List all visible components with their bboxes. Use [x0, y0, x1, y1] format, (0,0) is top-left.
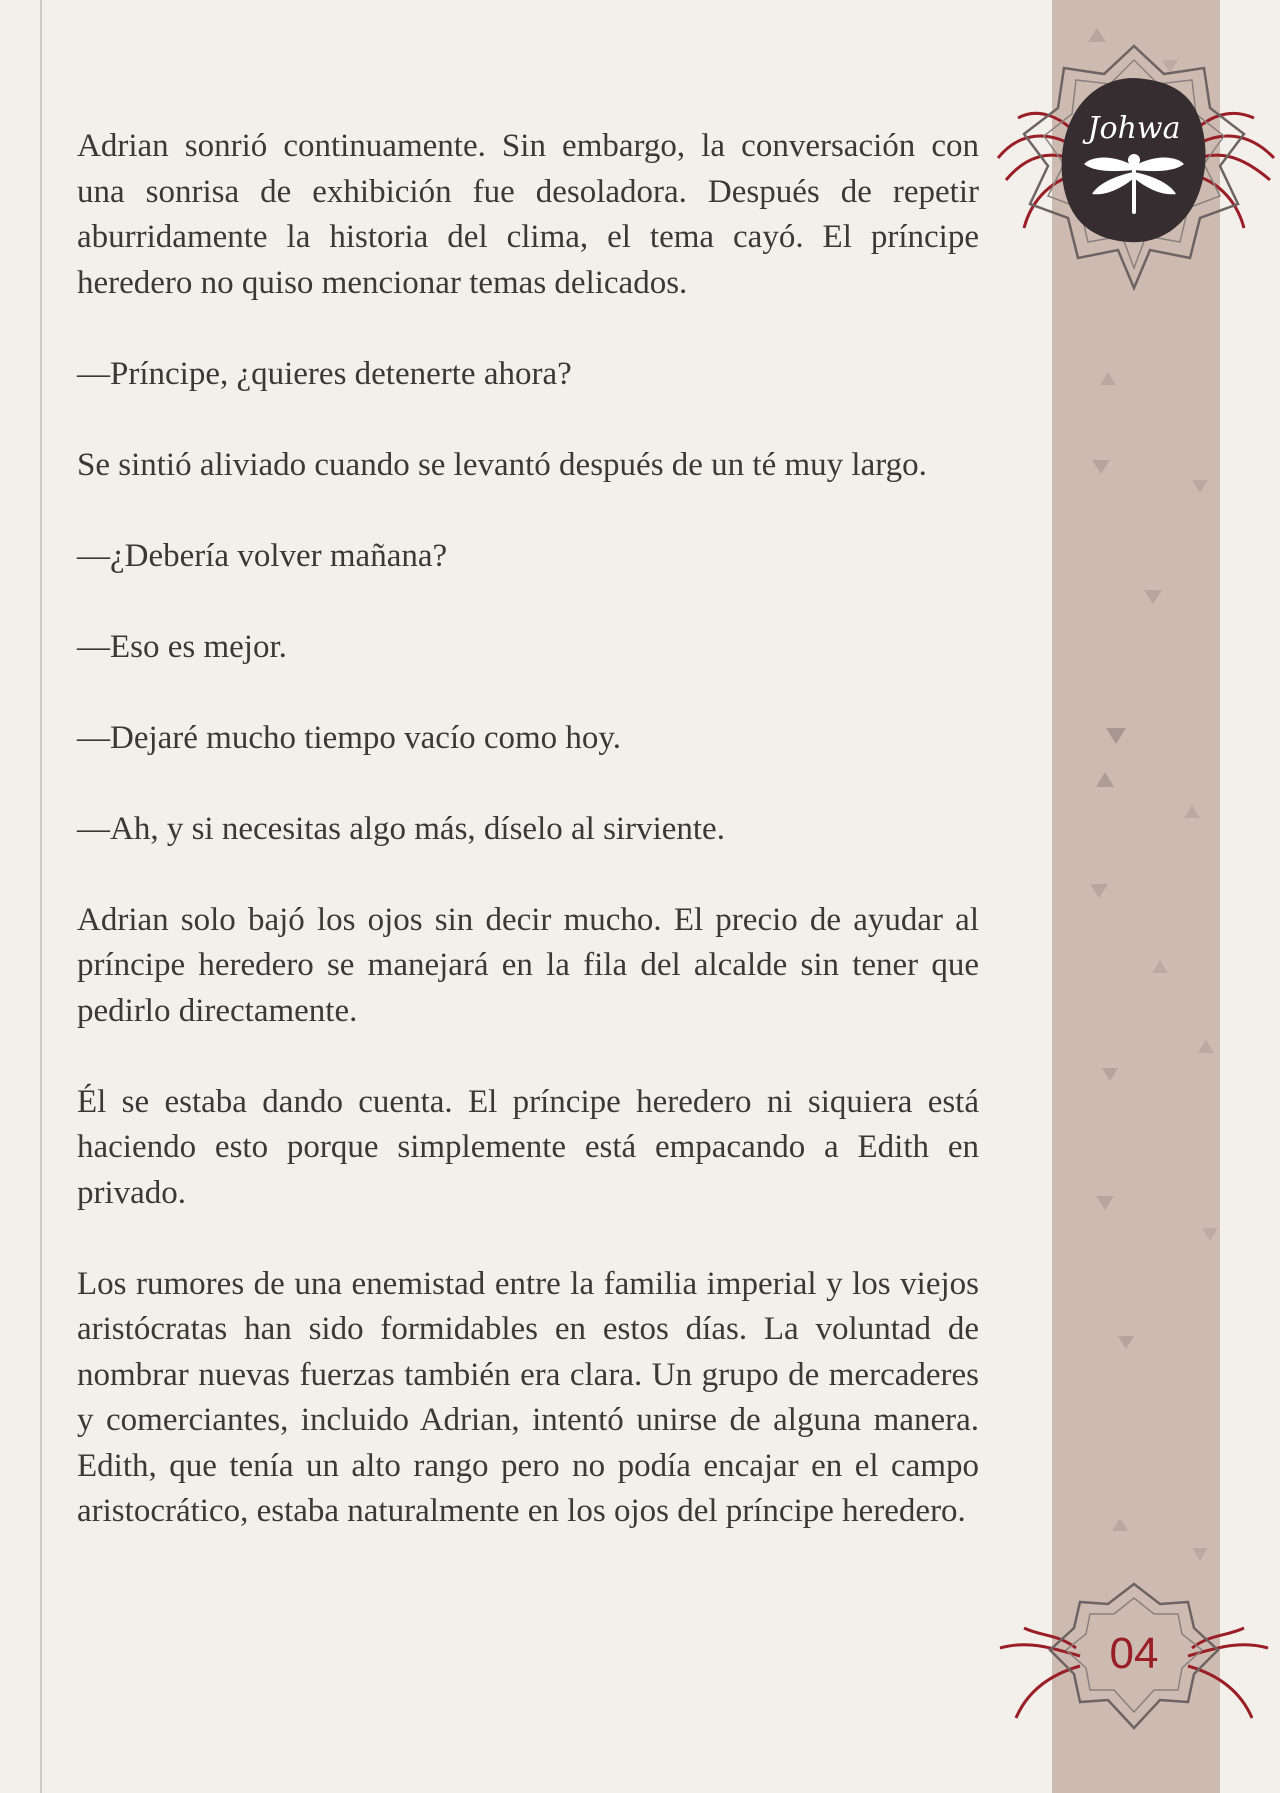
triangle-pattern-icon	[1144, 590, 1162, 604]
paragraph: Adrian sonrió continuamente. Sin embargo, la conversación con una sonrisa de exhibición fue desoladora. Después de repetir aburridamente la historia del clima, el tema cayó. El príncipe heredero no quiso mencionar temas delicados.	[77, 128, 979, 301]
paragraph: Adrian solo bajó los ojos sin decir mucho. El precio de ayudar al príncipe heredero se manejará en la fila del alcalde sin tener que pedirlo directamente.	[77, 901, 979, 1029]
page-number-badge	[988, 1578, 1280, 1748]
triangle-pattern-icon	[1198, 1040, 1214, 1053]
brand-emblem	[988, 38, 1280, 330]
paragraph: Él se estaba dando cuenta. El príncipe heredero ni siquiera está haciendo esto porque simplemente está empacando a Edith en privado.	[77, 1083, 979, 1211]
page-number: 04	[1109, 1629, 1159, 1678]
paragraph: Se sintió aliviado cuando se levantó después de un té muy largo.	[77, 446, 927, 483]
triangle-pattern-icon	[1092, 460, 1110, 474]
triangle-pattern-icon	[1096, 772, 1114, 787]
triangle-pattern-icon	[1112, 1518, 1128, 1531]
triangle-pattern-icon	[1118, 1336, 1134, 1349]
triangle-pattern-icon	[1106, 728, 1126, 744]
dialogue-line: —Príncipe, ¿quieres detenerte ahora?	[77, 355, 572, 392]
triangle-pattern-icon	[1090, 884, 1108, 898]
dialogue-line: —Dejaré mucho tiempo vacío como hoy.	[77, 719, 622, 756]
dialogue-line: —Eso es mejor.	[77, 628, 287, 665]
triangle-pattern-icon	[1100, 372, 1116, 385]
triangle-pattern-icon	[1202, 1228, 1218, 1241]
page-body	[77, 124, 979, 1580]
triangle-pattern-icon	[1192, 1548, 1208, 1561]
dialogue-line: —Ah, y si necesitas algo más, díselo al sirviente.	[77, 810, 725, 847]
paragraph: Los rumores de una enemistad entre la familia imperial y los viejos aristócratas han sido formidables en estos días. La voluntad de nombrar nuevas fuerzas también era clara. Un grupo de mercaderes y comerciantes, incluido Adrian, intentó unirse de alguna manera. Edith, que tenía un alto rango pero no podía encajar en el campo aristocrático, estaba naturalmente en los ojos del príncipe heredero.	[77, 1265, 979, 1529]
dialogue-line: —¿Debería volver mañana?	[77, 537, 448, 574]
left-margin-rule	[40, 0, 42, 1793]
brand-name: Johwa	[1087, 111, 1181, 146]
triangle-pattern-icon	[1102, 1068, 1118, 1081]
triangle-pattern-icon	[1184, 805, 1200, 818]
triangle-pattern-icon	[1192, 480, 1208, 493]
triangle-pattern-icon	[1096, 1196, 1114, 1210]
triangle-pattern-icon	[1152, 960, 1168, 973]
